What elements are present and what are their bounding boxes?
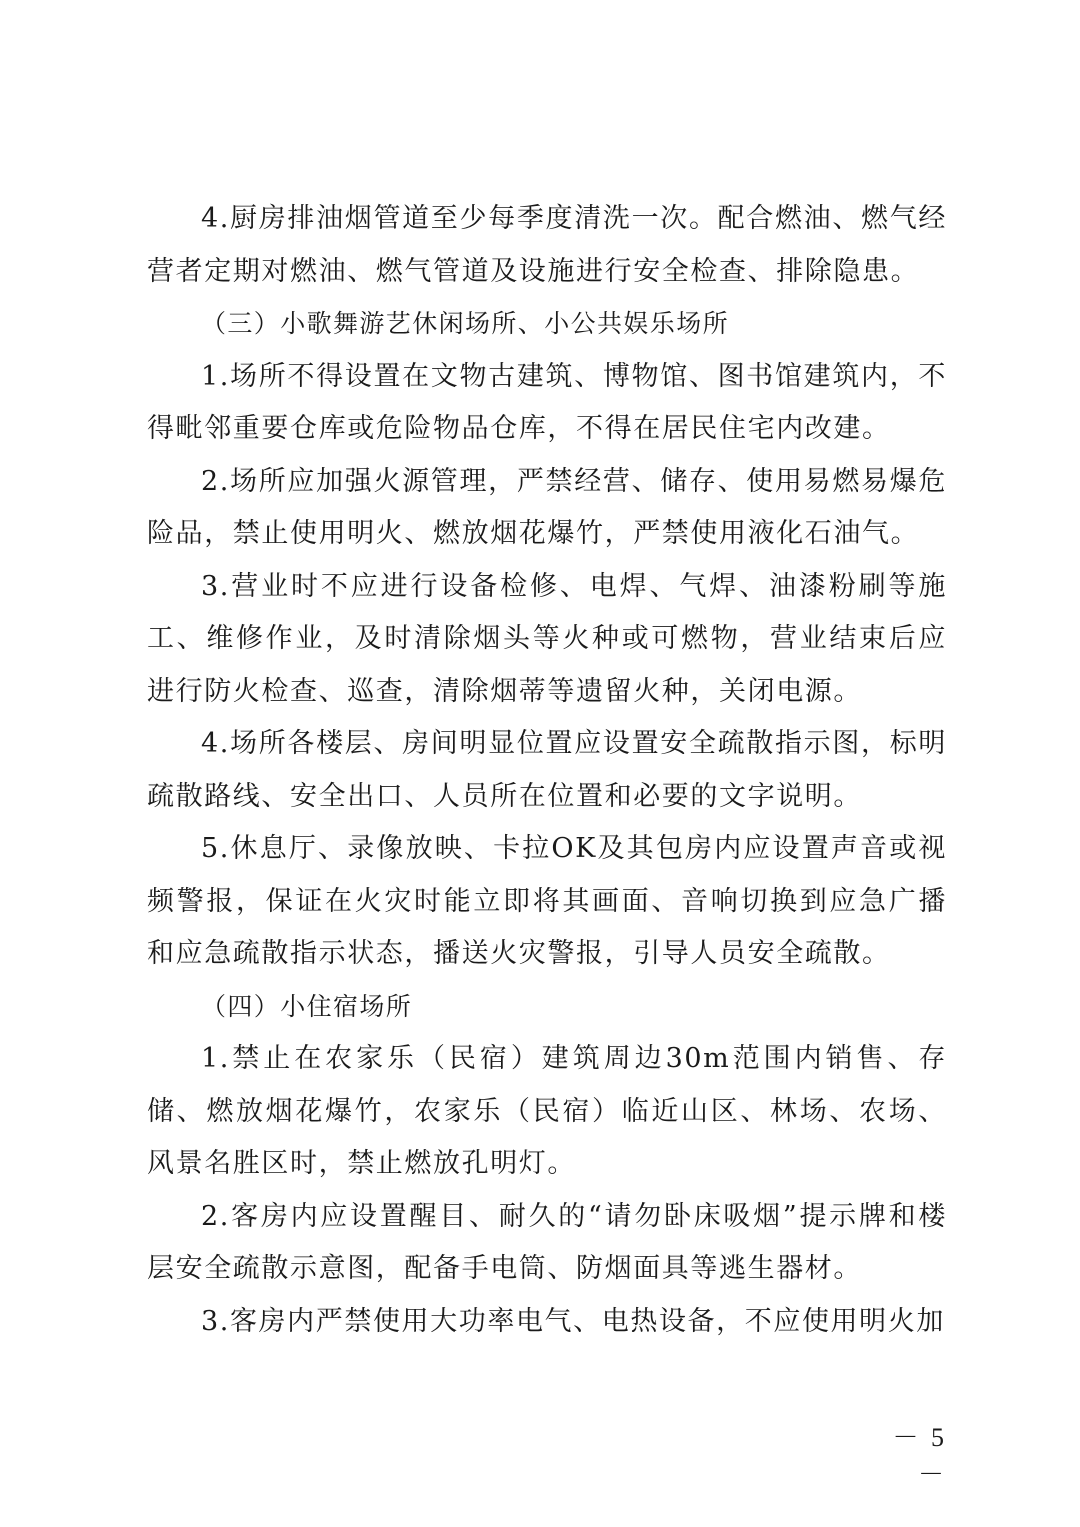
paragraph-venue-location: 1.场所不得设置在文物古建筑、博物馆、图书馆建筑内，不得毗邻重要仓库或危险物品仓库，不得在居民住宅内改建。: [147, 360, 947, 444]
section-heading-entertainment-venues: （三）小歌舞游艺休闲场所、小公共娱乐场所: [201, 309, 730, 338]
paragraph-high-power-appliances: 3.客房内严禁使用大功率电气、电热设备，不应使用明火加: [201, 1305, 945, 1337]
paragraph-business-hours-work: 3.营业时不应进行设备检修、电焊、气焊、油漆粉刷等施工、维修作业，及时清除烟头等火种或可燃物，营业结束后应进行防火检查、巡查，清除烟蒂等遗留火种，关闭电源。: [147, 570, 947, 707]
section-heading-small-lodging: （四）小住宿场所: [201, 991, 413, 1021]
paragraph-audio-video-alarm: 5.休息厅、录像放映、卡拉OK及其包房内应设置声音或视频警报，保证在火灾时能立即将其画面、音响切换到应急广播和应急疏散指示状态，播送火灾警报，引导人员安全疏散。: [147, 833, 947, 969]
paragraph-fire-source-management: 2.场所应加强火源管理，严禁经营、储存、使用易燃易爆危险品，禁止使用明火、燃放烟花爆竹，严禁使用液化石油气。: [147, 465, 947, 549]
page-number: － 5 －: [892, 1423, 947, 1489]
document-body: [147, 193, 947, 1348]
paragraph-evacuation-map: 4.场所各楼层、房间明显位置应设置安全疏散指示图，标明疏散路线、安全出口、人员所在位置和必要的文字说明。: [147, 728, 947, 812]
paragraph-kitchen-fume-duct: 4.厨房排油烟管道至少每季度清洗一次。配合燃油、燃气经营者定期对燃油、燃气管道及设施进行安全检查、排除隐患。: [147, 203, 947, 287]
paragraph-fireworks-ban: 1.禁止在农家乐（民宿）建筑周边30m范围内销售、存储、燃放烟花爆竹，农家乐（民宿）临近山区、林场、农场、风景名胜区时，禁止燃放孔明灯。: [147, 1043, 947, 1179]
paragraph-no-smoking-sign: 2.客房内应设置醒目、耐久的“请勿卧床吸烟”提示牌和楼层安全疏散示意图，配备手电筒、防烟面具等逃生器材。: [147, 1200, 947, 1284]
